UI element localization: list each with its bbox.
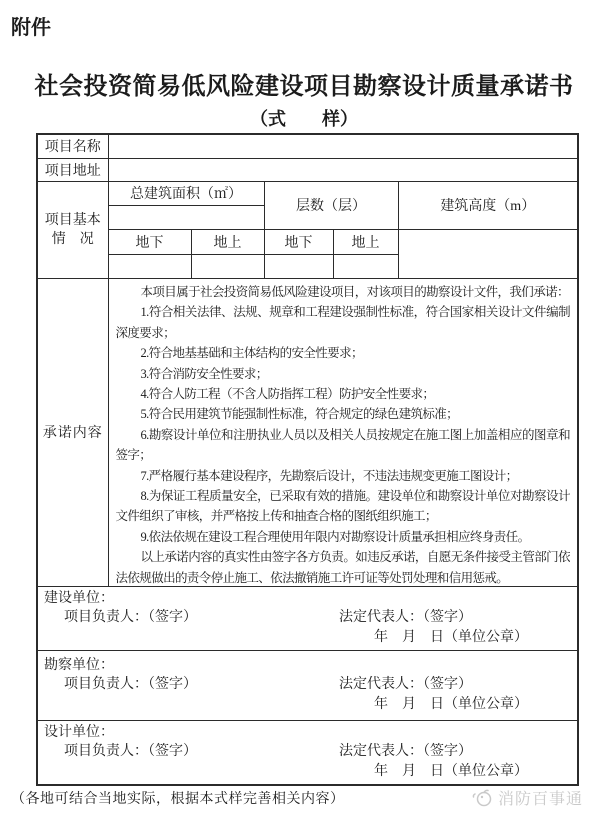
footer-note: （各地可结合当地实际，根据本式样完善相关内容） bbox=[11, 792, 345, 807]
construction-date-seal-label[interactable]: 年 月 日（单位公章） bbox=[374, 629, 528, 645]
commitment-item-2: 2.符合地基基础和主体结构的安全性要求； bbox=[140, 346, 363, 361]
total-area-header: 总建筑面积（㎡） bbox=[108, 181, 264, 205]
area-above-ground-header: 地上 bbox=[191, 229, 264, 254]
project-address-value-cell[interactable] bbox=[108, 158, 578, 181]
attachment-label: 附件 bbox=[11, 17, 51, 39]
commitment-item-3: 3.符合消防安全性要求； bbox=[140, 366, 268, 381]
watermark-logo-icon bbox=[472, 788, 494, 808]
commitment-form-table bbox=[36, 133, 579, 786]
construction-legal-representative-signature-label[interactable]: 法定代表人：（签字） bbox=[339, 609, 472, 625]
basic-info-label bbox=[37, 181, 108, 278]
design-project-manager-signature-label[interactable]: 项目负责人：（签字） bbox=[64, 743, 197, 759]
commitment-item-6: 6.勘察设计单位和注册执业人员以及相关人员按规定在施工图上加盖相应的图章和签字； bbox=[115, 427, 571, 463]
basic-info-label-line1: 项目基本 bbox=[44, 212, 101, 228]
design-date-seal-label[interactable]: 年 月 日（单位公章） bbox=[374, 763, 528, 779]
survey-date-seal-label[interactable]: 年 月 日（单位公章） bbox=[374, 696, 528, 712]
commitment-item-5: 5.符合民用建筑节能强制性标准，符合规定的绿色建筑标准； bbox=[140, 407, 459, 422]
floors-above-ground-header: 地上 bbox=[333, 229, 398, 254]
commitment-item-8: 8.为保证工程质量安全，已采取有效的措施。建设单位和勘察设计单位对勘察设计文件组织了审核，并严格按上传和抽查合格的图纸组织施工； bbox=[115, 489, 571, 524]
project-address-label: 项目地址 bbox=[37, 158, 108, 181]
survey-unit-label: 勘察单位： bbox=[44, 657, 114, 673]
building-height-header: 建筑高度（m） bbox=[398, 181, 578, 229]
floors-below-ground-header: 地下 bbox=[264, 229, 333, 254]
design-unit-label: 设计单位： bbox=[44, 724, 114, 740]
commitment-content bbox=[108, 278, 578, 586]
commitment-closing: 以上承诺内容的真实性由签字各方负责。如违反承诺，自愿无条件接受主管部门依法依规做出的责令停止施工、依法撤销施工许可证等处罚处理和信用惩戒。 bbox=[115, 550, 571, 585]
survey-legal-representative-signature-label[interactable]: 法定代表人：（签字） bbox=[339, 676, 472, 692]
area-below-ground-value-cell[interactable] bbox=[108, 254, 191, 278]
watermark-text: 消防百事通 bbox=[498, 791, 584, 808]
commitment-item-1: 1.符合相关法律、法规、规章和工程建设强制性标准，符合国家相关设计文件编制深度要求； bbox=[115, 305, 571, 340]
commitment-item-7: 7.严格履行基本建设程序，先勘察后设计，不违法违规变更施工图设计； bbox=[140, 468, 518, 483]
watermark bbox=[472, 786, 583, 809]
basic-info-label-line2: 情 况 bbox=[51, 231, 94, 247]
survey-unit-signature-section bbox=[37, 650, 578, 720]
document-subtitle: （式 样） bbox=[250, 109, 358, 129]
design-unit-signature-section bbox=[37, 720, 578, 785]
construction-unit-signature-section bbox=[37, 586, 578, 650]
commitment-intro: 本项目属于社会投资简易低风险建设项目，对该项目的勘察设计文件，我们承诺： bbox=[140, 285, 569, 299]
total-area-value-cell[interactable] bbox=[108, 205, 264, 229]
floors-header: 层数（层） bbox=[264, 181, 398, 229]
floors-above-ground-value-cell[interactable] bbox=[333, 254, 398, 278]
commitment-label: 承诺内容 bbox=[37, 278, 108, 586]
commitment-item-4: 4.符合人防工程（不含人防指挥工程）防护安全性要求； bbox=[140, 387, 435, 402]
commitment-item-9: 9.依法依规在建设工程合理使用年限内对勘察设计质量承担相应终身责任。 bbox=[140, 529, 530, 544]
construction-project-manager-signature-label[interactable]: 项目负责人：（签字） bbox=[64, 609, 197, 625]
survey-project-manager-signature-label[interactable]: 项目负责人：（签字） bbox=[64, 676, 197, 692]
floors-below-ground-value-cell[interactable] bbox=[264, 254, 333, 278]
commitment-paragraphs bbox=[116, 282, 571, 585]
design-legal-representative-signature-label[interactable]: 法定代表人：（签字） bbox=[339, 743, 472, 759]
construction-unit-label: 建设单位： bbox=[44, 590, 114, 606]
building-height-value-cell[interactable] bbox=[398, 229, 578, 278]
project-name-label: 项目名称 bbox=[37, 134, 108, 158]
project-name-value-cell[interactable] bbox=[108, 134, 578, 158]
document-title: 社会投资简易低风险建设项目勘察设计质量承诺书 bbox=[34, 74, 574, 100]
area-below-ground-header: 地下 bbox=[108, 229, 191, 254]
area-above-ground-value-cell[interactable] bbox=[191, 254, 264, 278]
